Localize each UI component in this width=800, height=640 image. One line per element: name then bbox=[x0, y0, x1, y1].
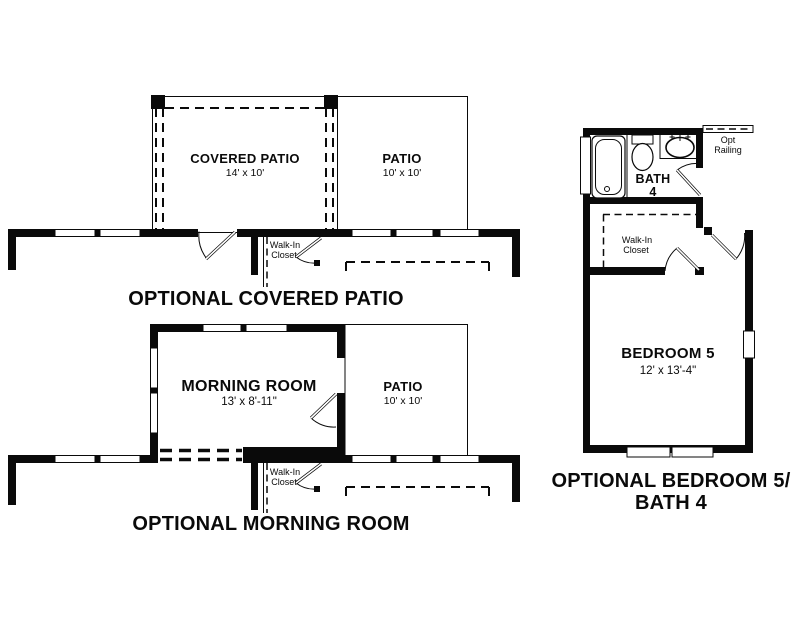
wall-segment bbox=[243, 447, 345, 455]
patio-post bbox=[151, 95, 165, 109]
wall-segment bbox=[150, 324, 158, 348]
closet-wall bbox=[251, 463, 258, 510]
door-jamb bbox=[314, 486, 320, 492]
patio-label: PATIO bbox=[383, 379, 423, 394]
walk-in-closet-label-line2: Closet bbox=[623, 245, 649, 255]
door-leaf-core bbox=[677, 170, 700, 195]
window bbox=[627, 447, 670, 457]
wall-segment bbox=[237, 229, 352, 237]
window bbox=[440, 456, 479, 463]
door-swing-arc bbox=[296, 257, 317, 263]
door-leaf-core bbox=[712, 235, 736, 259]
door-jamb bbox=[314, 260, 320, 266]
walk-in-closet-label-line1: Walk-In bbox=[269, 240, 301, 250]
door-swing-arc bbox=[736, 233, 745, 260]
plan-bedroom5-bath4 bbox=[551, 126, 790, 515]
window bbox=[55, 230, 95, 237]
wall-segment bbox=[140, 455, 158, 463]
patio-label: PATIO bbox=[382, 151, 422, 166]
plan-caption-covered-patio: OPTIONAL COVERED PATIO bbox=[128, 288, 404, 310]
walk-in-closet-label-line2: Closet bbox=[271, 250, 297, 260]
morning-room-label: MORNING ROOM bbox=[181, 378, 317, 395]
wall-segment bbox=[433, 455, 440, 463]
wall-return-right bbox=[512, 455, 520, 502]
window bbox=[396, 456, 433, 463]
closet-bottom-wall bbox=[583, 267, 665, 275]
window bbox=[744, 331, 755, 358]
window bbox=[352, 230, 391, 237]
window bbox=[352, 456, 391, 463]
patio-dashed-extent bbox=[346, 262, 489, 272]
bath-label-line2: 4 bbox=[649, 185, 657, 199]
walk-in-closet-label-line1: Walk-In bbox=[621, 235, 653, 245]
wall-segment bbox=[583, 128, 703, 135]
wall-segment bbox=[391, 455, 396, 463]
bedroom5-dims: 12' x 13'-4" bbox=[639, 365, 697, 377]
window bbox=[151, 348, 158, 388]
door-swing-arc bbox=[296, 483, 317, 489]
opt-railing-label-line2: Railing bbox=[714, 145, 742, 155]
wall-segment bbox=[391, 229, 396, 237]
window bbox=[100, 230, 140, 237]
window bbox=[151, 393, 158, 433]
door-leaf-core bbox=[206, 232, 235, 259]
plan-caption-morning-room: OPTIONAL MORNING ROOM bbox=[132, 513, 410, 535]
wall-segment bbox=[337, 393, 345, 455]
wall-segment bbox=[241, 324, 246, 332]
wall-segment bbox=[95, 455, 100, 463]
window bbox=[581, 137, 591, 194]
window bbox=[246, 325, 287, 332]
patio-dashed-extent bbox=[346, 487, 489, 497]
wall-segment bbox=[243, 455, 352, 463]
window bbox=[55, 456, 95, 463]
wall-segment bbox=[337, 324, 345, 358]
door-swing-arc bbox=[199, 232, 207, 260]
window bbox=[100, 456, 140, 463]
window bbox=[396, 230, 433, 237]
plan-caption-bedroom5-line1: OPTIONAL BEDROOM 5/ bbox=[551, 470, 791, 492]
wall-segment bbox=[433, 229, 440, 237]
plan-covered-patio bbox=[8, 95, 520, 310]
wall-segment bbox=[150, 388, 158, 393]
door-swing-arc bbox=[311, 418, 336, 427]
patio-dims: 10' x 10' bbox=[383, 395, 423, 407]
door-leaf-core bbox=[311, 394, 336, 418]
plan-caption-bedroom5-line2: BATH 4 bbox=[635, 492, 707, 514]
bedroom5-label: BEDROOM 5 bbox=[621, 345, 715, 362]
walk-in-closet-label-line2: Closet bbox=[271, 477, 297, 487]
bathtub-icon bbox=[592, 136, 625, 198]
patio-post bbox=[324, 95, 338, 109]
wall-segment bbox=[287, 324, 345, 332]
wall-segment bbox=[696, 197, 703, 228]
wall-segment bbox=[140, 229, 198, 237]
covered-patio-dims: 14' x 10' bbox=[225, 167, 265, 179]
door-jamb bbox=[704, 227, 712, 235]
wall-segment bbox=[95, 229, 100, 237]
window bbox=[672, 447, 713, 457]
wall-return-left bbox=[8, 229, 16, 270]
toilet-bowl-icon bbox=[632, 144, 653, 171]
door-swing-arc bbox=[665, 248, 677, 271]
window bbox=[440, 230, 479, 237]
plan-morning-room bbox=[8, 324, 520, 535]
covered-patio-label: COVERED PATIO bbox=[190, 151, 300, 166]
window bbox=[203, 325, 241, 332]
wall-return-left bbox=[8, 455, 16, 505]
wall-return-right bbox=[512, 229, 520, 277]
bath-label-line1: BATH bbox=[635, 172, 671, 186]
opt-railing-label-line1: Opt bbox=[720, 135, 736, 145]
patio-dims: 10' x 10' bbox=[382, 167, 422, 179]
door-leaf-core bbox=[677, 248, 699, 270]
closet-wall bbox=[251, 237, 258, 275]
toilet-tank bbox=[632, 135, 653, 144]
morning-room-dims: 13' x 8'-11" bbox=[221, 396, 277, 408]
walk-in-closet-label-line1: Walk-In bbox=[269, 467, 301, 477]
